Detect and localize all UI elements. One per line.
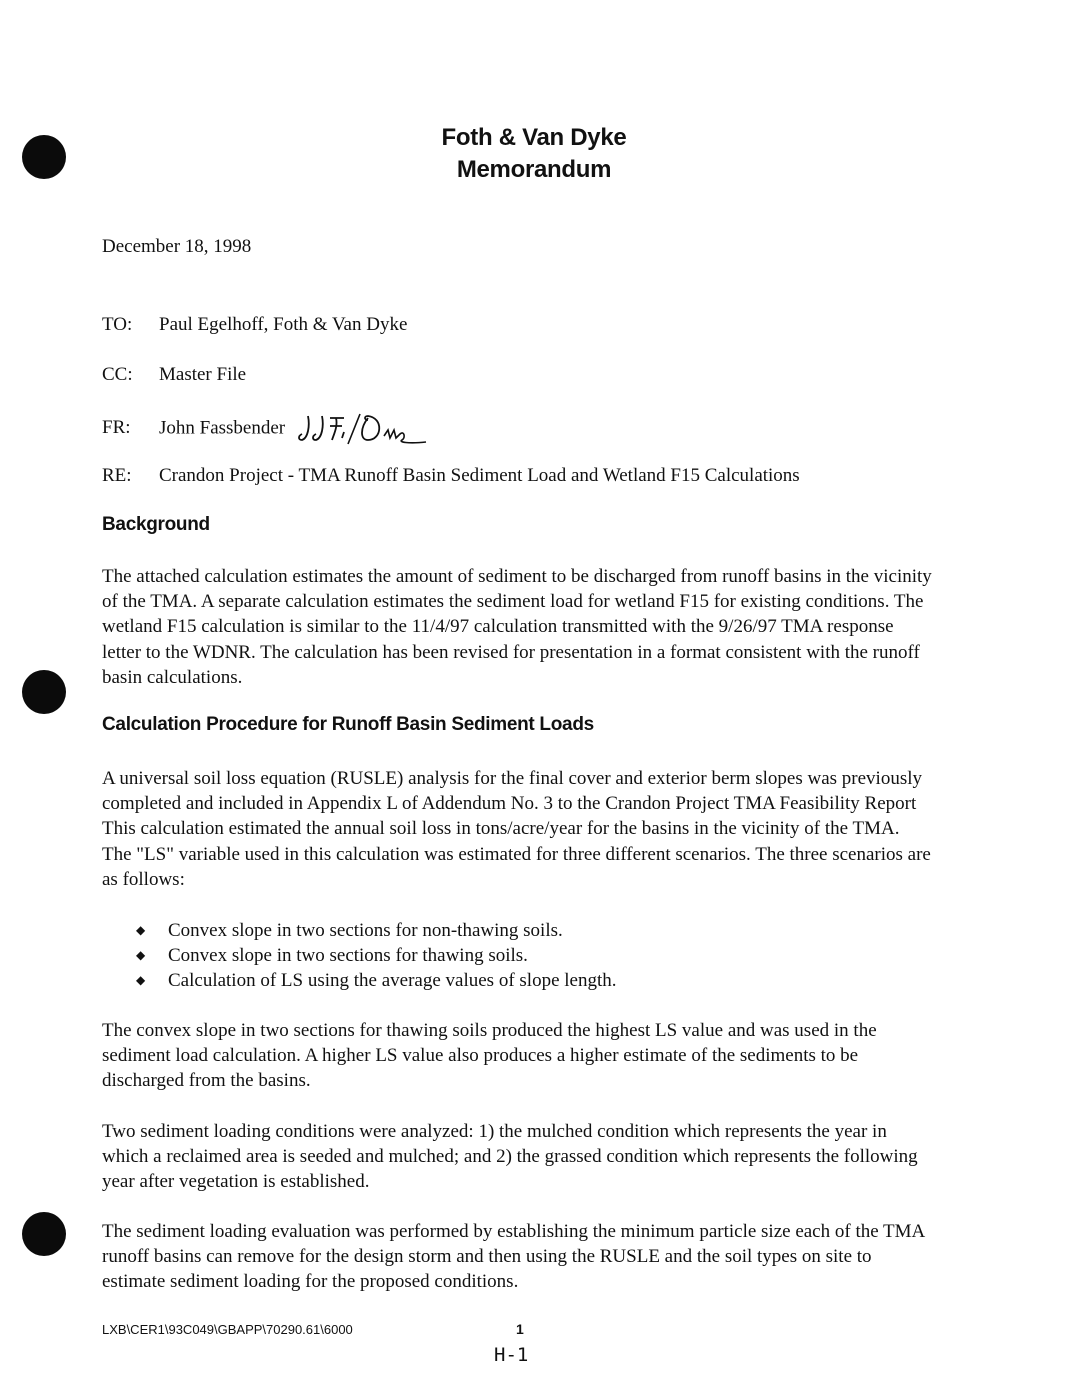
list-item-text: Convex slope in two sections for non-thawing soils. — [168, 920, 563, 941]
punch-hole-bottom — [22, 1212, 66, 1256]
to-line — [102, 312, 1002, 338]
procedure-text-2: The convex slope in two sections for thawing soils produced the highest LS value and was used in the sediment load calculation. A higher LS value also produces a higher estimate of the sediments to be discharged from the basins. — [102, 1020, 877, 1092]
fr-value: John Fassbender — [159, 417, 286, 439]
cc-value: Master File — [159, 364, 247, 385]
to-label: TO: — [102, 314, 133, 335]
scenario-list — [130, 918, 617, 994]
list-item-text: Calculation of LS using the average values of slope length. — [168, 970, 617, 992]
re-value: Crandon Project - TMA Runoff Basin Sediment Load and Wetland F15 Calculations — [159, 465, 800, 486]
bullet-diamond-icon: ◆ — [136, 923, 146, 937]
memo-date: December 18, 1998 — [102, 236, 252, 257]
company-name: Foth & Van Dyke — [441, 124, 627, 151]
bullet-diamond-icon: ◆ — [136, 973, 146, 988]
section-heading-procedure: Calculation Procedure for Runoff Basin Sediment Loads — [102, 714, 594, 735]
re-label: RE: — [102, 465, 132, 486]
list-item — [130, 918, 617, 943]
procedure-paragraph-4 — [102, 1219, 932, 1295]
procedure-paragraph-3 — [102, 1119, 932, 1195]
re-line — [102, 463, 1002, 489]
handwritten-signature — [298, 410, 448, 448]
document-type: Memorandum — [456, 156, 612, 183]
procedure-text-1: A universal soil loss equation (RUSLE) analysis for the final cover and exterior berm slopes was previously completed and included in Appendix L of Addendum No. 3 to the Crandon Project TMA Feasibility Report This calculation estimated the annual soil loss in tons/acre/year for the basins in the vicinity of the TMA. The "LS" variable used in this calculation was estimated for three different scenarios. The three scenarios are as follows: — [102, 768, 931, 890]
page-number: 1 — [516, 1321, 524, 1337]
bullet-diamond-icon: ◆ — [136, 948, 146, 963]
memo-title — [0, 122, 1068, 186]
list-item-text: Convex slope in two sections for thawing soils. — [168, 945, 528, 967]
list-item — [130, 968, 617, 993]
procedure-paragraph-1 — [102, 766, 932, 892]
procedure-text-4: The sediment loading evaluation was performed by establishing the minimum particle size each of the TMA runoff basins can remove for the design storm and then using the RUSLE and the soil types on site to estimate sediment loading for the proposed conditions. — [102, 1221, 925, 1293]
procedure-text-3: Two sediment loading conditions were analyzed: 1) the mulched condition which represents the year in which a reclaimed area is seeded and mulched; and 2) the grassed condition which represents the following year after vegetation is established. — [102, 1121, 918, 1193]
background-text: The attached calculation estimates the amount of sediment to be discharged from runoff basins in the vicinity of the TMA. A separate calculation estimates the sediment load for wetland F15 for existing conditions. The wetland F15 calculation is similar to the 11/4/97 calculation transmitted with the 9/26/97 TMA response letter to the WDNR. The calculation has been revised for presentation in a format consistent with the runoff basin calculations. — [102, 566, 932, 688]
procedure-paragraph-2 — [102, 1018, 932, 1094]
fr-label: FR: — [102, 417, 131, 439]
fr-line — [102, 410, 1002, 448]
background-paragraph — [102, 564, 932, 690]
to-value: Paul Egelhoff, Foth & Van Dyke — [159, 314, 408, 335]
list-item — [130, 943, 617, 968]
cc-label: CC: — [102, 364, 133, 385]
footer-file-path: LXB\CER1\93C049\GBAPP\70290.61\6000 — [102, 1322, 353, 1337]
punch-hole-middle — [22, 670, 66, 714]
cc-line — [102, 362, 1002, 388]
page-code: H-1 — [494, 1344, 529, 1366]
section-heading-background: Background — [102, 514, 210, 535]
